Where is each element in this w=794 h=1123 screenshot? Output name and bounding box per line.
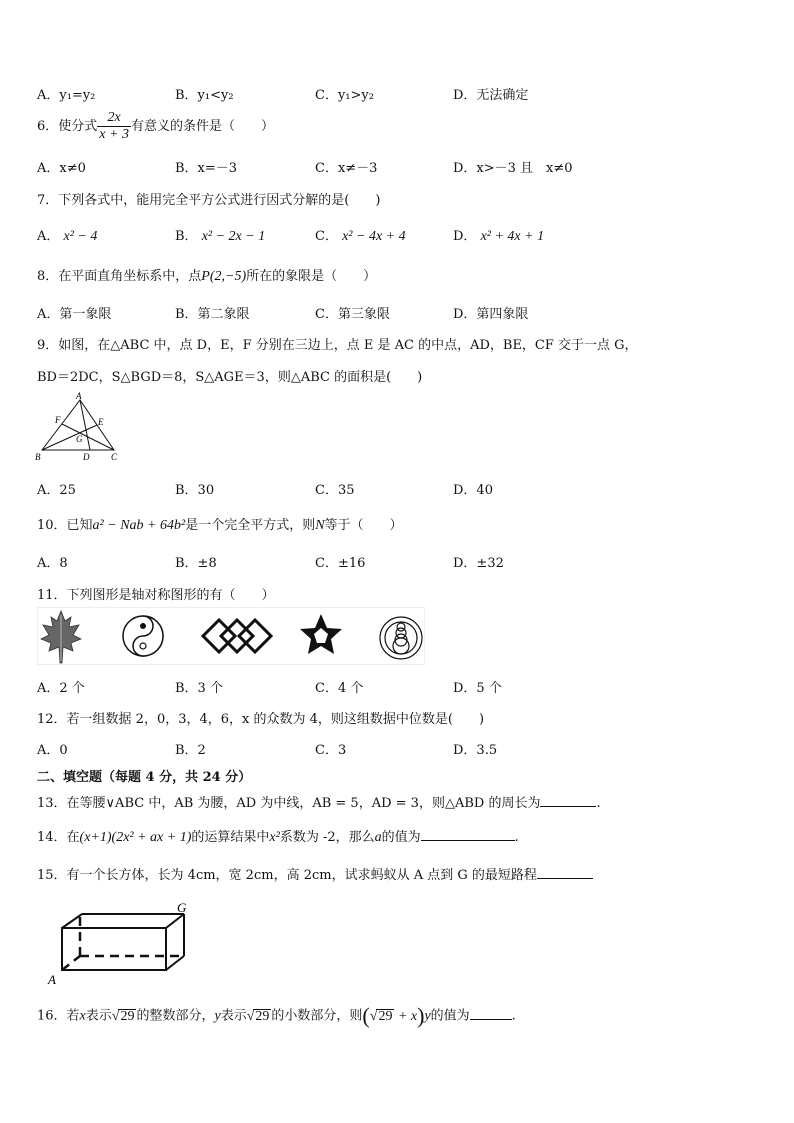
q7-option-a: A． x² − 4 — [37, 229, 98, 244]
q10-option-a: A．8 — [37, 556, 68, 571]
q8-option-a: A．第一象限 — [37, 307, 112, 322]
q11-option-d: D．5 个 — [453, 681, 502, 696]
q6-prefix: 6．使分式 — [37, 119, 98, 134]
q5-option-c: C．y₁>y₂ — [315, 88, 374, 103]
q15-cuboid-figure — [44, 898, 194, 988]
q5-option-b: B．y₁<y₂ — [175, 88, 234, 103]
q7-option-b: B． x² − 2x − 1 — [175, 229, 266, 244]
question-7: 7．下列各式中，能用完全平方公式进行因式分解的是( ) — [37, 193, 381, 208]
q9-label-c: C — [111, 452, 118, 462]
question-11: 11．下列图形是轴对称图形的有（ ） — [37, 588, 275, 603]
q10-option-d: D．±32 — [453, 556, 504, 571]
q9-label-b: B — [35, 452, 41, 462]
q8-option-b: B．第二象限 — [175, 307, 250, 322]
q5-option-a: A．y₁=y₂ — [37, 88, 96, 103]
pentagon-flower-icon — [298, 613, 344, 659]
question-6 — [37, 110, 274, 143]
q12-option-c: C．3 — [315, 743, 347, 758]
q6-option-d: D．x>－3 且 x≠0 — [453, 161, 573, 176]
q10-expression: a² − Nab + 64b² — [92, 518, 186, 533]
q14-expression: (x+1)(2x² + ax + 1) — [79, 830, 192, 845]
q16-expression: √29 + x — [369, 1008, 418, 1024]
q15-label-g: G — [177, 900, 187, 915]
question-10: 10．已知a² − Nab + 64b²是一个完全平方式，则N等于（ ） — [37, 518, 403, 533]
q12-option-b: B．2 — [175, 743, 206, 758]
q11-option-a: A．2 个 — [37, 681, 85, 696]
question-9-line-2: BD＝2DC，S△BGD＝8，S△AGE＝3，则△ABC 的面积是( ) — [37, 370, 423, 385]
q14-answer-blank[interactable] — [421, 828, 515, 841]
q9-label-a: A — [76, 392, 82, 401]
question-12: 12．若一组数据 2，0，3，4，6，x 的众数为 4，则这组数据中位数是( ) — [37, 712, 485, 727]
q6-option-c: C．x≠－3 — [315, 161, 378, 176]
q11-option-b: B．3 个 — [175, 681, 223, 696]
q5-option-d: D．无法确定 — [453, 88, 529, 103]
q10-option-b: B．±8 — [175, 556, 217, 571]
q16-answer-blank[interactable] — [470, 1007, 512, 1020]
question-16: 16．若x表示√29 的整数部分，y表示√29 的小数部分，则(√29 + x)y的值为 . — [37, 1003, 516, 1028]
q9-option-a: A．25 — [37, 483, 76, 498]
q12-option-a: A．0 — [37, 743, 68, 758]
sqrt-29-a: √29 — [111, 1008, 135, 1024]
q13-answer-blank[interactable] — [540, 794, 596, 807]
question-9-line-1: 9．如图，在△ABC 中，点 D，E，F 分别在三边上，点 E 是 AC 的中点，AD，BE，CF 交于一点 G， — [37, 338, 638, 353]
q6-suffix: 有意义的条件是（ ） — [130, 119, 274, 134]
q9-label-d: D — [83, 452, 90, 462]
section-2-title: 二、填空题（每题 4 分，共 24 分） — [37, 770, 252, 785]
q9-label-g: G — [76, 434, 83, 444]
q12-option-d: D．3.5 — [453, 743, 498, 758]
q6-option-a: A．x≠0 — [37, 161, 86, 176]
q8-point: P(2,−5) — [201, 269, 247, 284]
q10-option-c: C．±16 — [315, 556, 366, 571]
q9-label-f: F — [55, 415, 61, 425]
q6-fraction: $\frac{2x}{x + 3}$ — [99, 110, 129, 142]
q9-triangle-figure — [34, 392, 124, 464]
q9-option-c: C．35 — [315, 483, 355, 498]
q15-label-a: A — [48, 972, 56, 987]
q15-answer-blank[interactable] — [537, 866, 593, 879]
q7-option-c: C． x² − 4x + 4 — [315, 229, 406, 244]
sqrt-29-b: √29 — [246, 1008, 270, 1024]
q9-option-b: B．30 — [175, 483, 215, 498]
question-15: 15．有一个长方体，长为 4cm，宽 2cm，高 2cm，试求蚂蚁从 A 点到 G 的最短路程 — [37, 864, 593, 883]
question-8: 8．在平面直角坐标系中，点P(2,−5)所在的象限是（ ） — [37, 269, 377, 284]
question-14: 14．在(x+1)(2x² + ax + 1)的运算结果中x²系数为 -2，那么a的值为 . — [37, 830, 519, 845]
q11-figures-strip — [37, 607, 425, 665]
question-13: 13．在等腰∨ABC 中，AB 为腰，AD 为中线，AB = 5，AD = 3，则△ABD 的周长为 . — [37, 796, 601, 811]
q11-option-c: C．4 个 — [315, 681, 364, 696]
q9-label-e: E — [98, 417, 104, 427]
q8-option-d: D．第四象限 — [453, 307, 529, 322]
q7-option-d: D． x² + 4x + 1 — [453, 229, 545, 244]
q8-option-c: C．第三象限 — [315, 307, 390, 322]
yin-yang-icon — [123, 616, 163, 656]
q9-option-d: D．40 — [453, 483, 493, 498]
q6-option-b: B．x=－3 — [175, 161, 238, 176]
